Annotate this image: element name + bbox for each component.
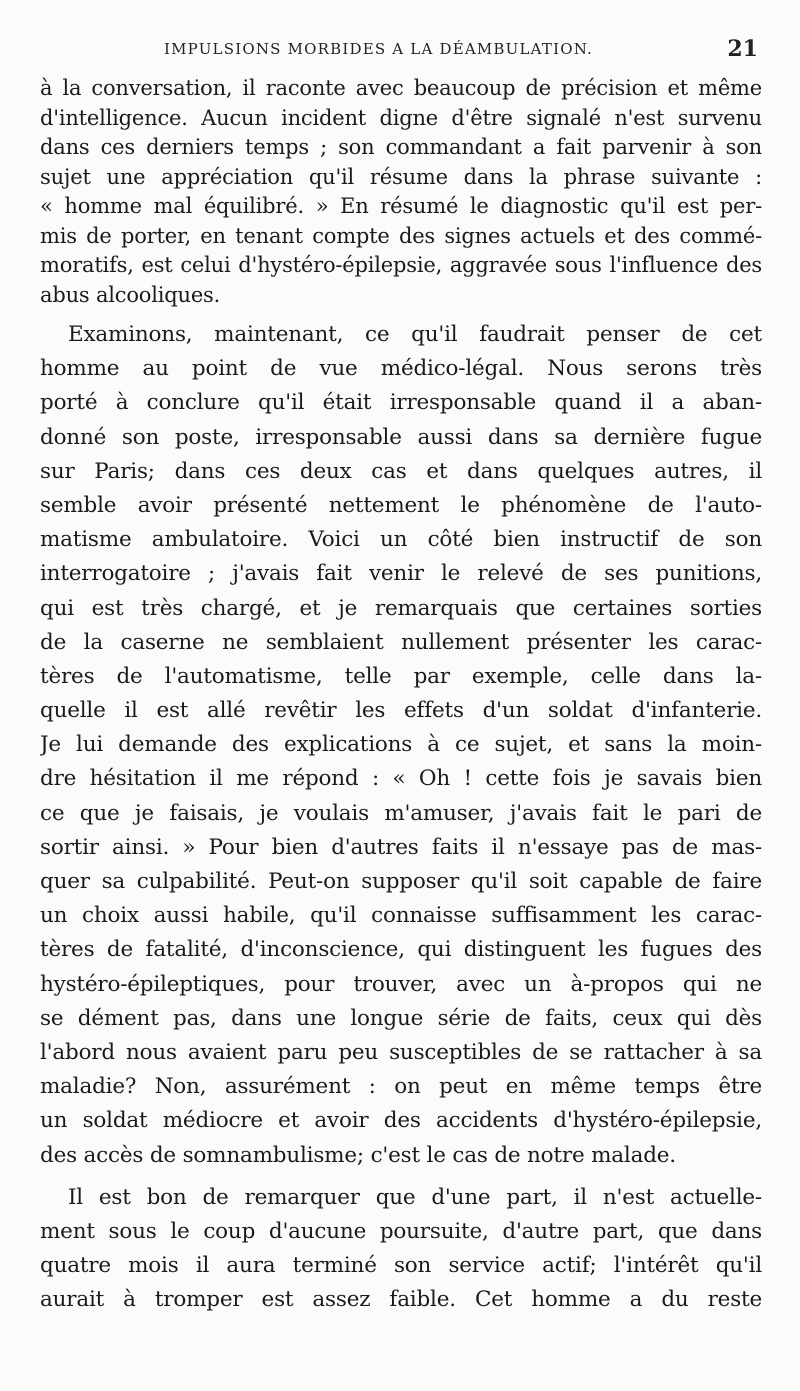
text-line: sortir ainsi. » Pour bien d'autres faits il n'essaye pas de mas- bbox=[40, 834, 762, 860]
text-line: tères de l'automatisme, telle par exemple, celle dans la- bbox=[40, 663, 762, 689]
text-line: un soldat médiocre et avoir des accidents d'hystéro-épilepsie, bbox=[40, 1108, 762, 1134]
text-line: mis de porter, en tenant compte des signes actuels et des commé- bbox=[40, 223, 762, 248]
paragraph-1 bbox=[40, 74, 762, 310]
paragraph-3 bbox=[40, 1181, 762, 1318]
text-line: hystéro-épileptiques, pour trouver, avec un à-propos qui ne bbox=[40, 971, 762, 997]
page-number: 21 bbox=[727, 36, 758, 62]
text-line: des accès de somnambulisme; c'est le cas de notre malade. bbox=[40, 1142, 676, 1168]
text-line: qui est très chargé, et je remarquais que certaines sorties bbox=[40, 595, 762, 621]
text-line: moratifs, est celui d'hystéro-épilepsie, aggravée sous l'influence des bbox=[40, 253, 762, 277]
text-line: l'abord nous avaient paru peu susceptibles de se rattacher à sa bbox=[40, 1039, 762, 1065]
text-line: tères de fatalité, d'inconscience, qui distinguent les fugues des bbox=[40, 937, 762, 963]
text-line: quer sa culpabilité. Peut-on supposer qu'il soit capable de faire bbox=[40, 869, 762, 894]
text-line: ce que je faisais, je voulais m'amuser, j'avais fait le pari de bbox=[40, 800, 762, 826]
text-line: dre hésitation il me répond : « Oh ! cette fois je savais bien bbox=[40, 766, 762, 792]
text-line: sujet une appréciation qu'il résume dans la phrase suivante : bbox=[40, 164, 762, 189]
text-line: à la conversation, il raconte avec beaucoup de précision et même bbox=[40, 76, 762, 100]
text-line: ment sous le coup d'aucune poursuite, d'autre part, que dans bbox=[40, 1218, 762, 1244]
body-text bbox=[40, 74, 762, 1317]
page-header bbox=[40, 36, 762, 76]
text-line: maladie? Non, assurément : on peut en même temps être bbox=[40, 1074, 762, 1100]
text-line: un choix aussi habile, qu'il connaisse suffisamment les carac- bbox=[40, 903, 762, 929]
text-line: aurait à tromper est assez faible. Cet homme a du reste bbox=[40, 1287, 762, 1313]
running-head: IMPULSIONS MORBIDES A LA DÉAMBULATION. bbox=[164, 40, 594, 58]
text-line: Je lui demande des explications à ce sujet, et sans la moin- bbox=[40, 732, 762, 758]
text-line: quelle il est allé revêtir les effets d'un soldat d'infanterie. bbox=[40, 698, 762, 724]
text-line: donné son poste, irresponsable aussi dans sa dernière fugue bbox=[40, 424, 762, 450]
text-line: « homme mal équilibré. » En résumé le diagnostic qu'il est per- bbox=[40, 194, 762, 218]
text-line: matisme ambulatoire. Voici un côté bien instructif de son bbox=[40, 527, 762, 553]
text-line: sur Paris; dans ces deux cas et dans quelques autres, il bbox=[40, 458, 762, 484]
paragraph-2 bbox=[40, 318, 762, 1173]
text-line: se dément pas, dans une longue série de faits, ceux qui dès bbox=[40, 1005, 762, 1031]
text-line: abus alcooliques. bbox=[40, 282, 221, 307]
text-line: homme au point de vue médico-légal. Nous serons très bbox=[40, 356, 762, 382]
text-line: interrogatoire ; j'avais fait venir le relevé de ses punitions, bbox=[40, 561, 762, 587]
text-line: d'intelligence. Aucun incident digne d'être signalé n'est survenu bbox=[40, 105, 762, 130]
text-line: quatre mois il aura terminé son service actif; l'intérêt qu'il bbox=[40, 1253, 762, 1279]
text-line: Examinons, maintenant, ce qu'il faudrait penser de cet bbox=[68, 322, 762, 347]
text-line: semble avoir présenté nettement le phénomène de l'auto- bbox=[40, 492, 762, 518]
text-line: Il est bon de remarquer que d'une part, il n'est actuelle- bbox=[68, 1184, 762, 1210]
text-line: de la caserne ne semblaient nullement présenter les carac- bbox=[40, 629, 762, 655]
text-line: porté à conclure qu'il était irresponsable quand il a aban- bbox=[40, 390, 762, 416]
text-line: dans ces derniers temps ; son commandant a fait parvenir à son bbox=[40, 135, 762, 159]
